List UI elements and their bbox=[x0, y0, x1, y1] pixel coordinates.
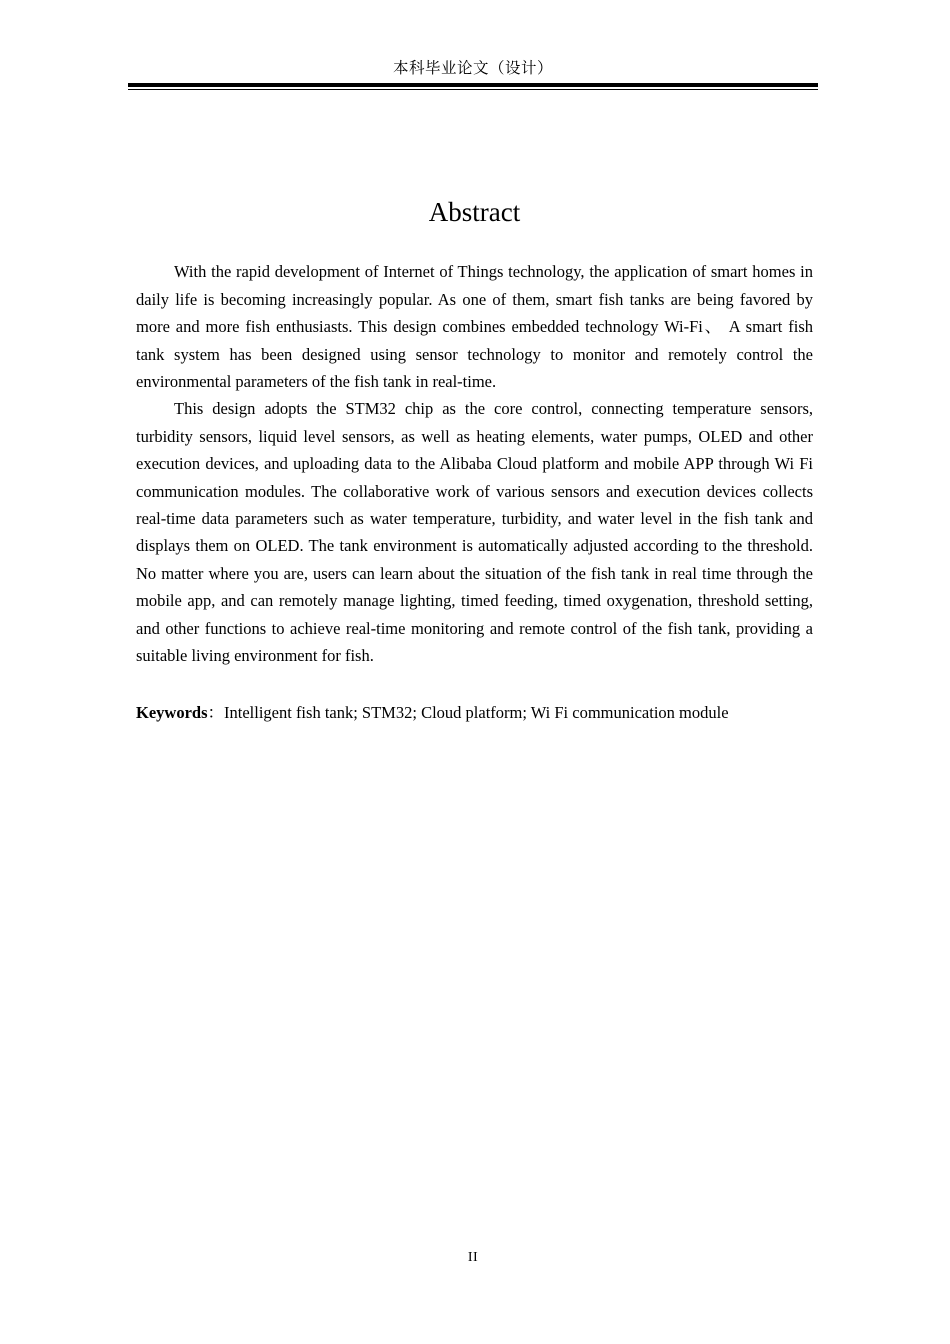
page-title: Abstract bbox=[428, 197, 521, 227]
header-divider-rule bbox=[128, 83, 818, 90]
keywords-separator: ： bbox=[207, 703, 224, 723]
keywords-line bbox=[136, 669, 813, 726]
keywords-value: Intelligent fish tank; STM32; Cloud platform; Wi Fi communication module bbox=[224, 703, 729, 723]
page-header bbox=[128, 58, 818, 90]
abstract-paragraph-2: This design adopts the STM32 chip as the core control, connecting temperature sensors, turbidity sensors, liquid level sensors, as well as heating elements, water pumps, OLED and other execution devices, and uploading data to the Alibaba Cloud platform and mobile APP through Wi Fi communication modules. The collaborative work of various sensors and execution devices collects real-time data parameters such as water temperature, turbidity, and water level in the fish tank and displays them on OLED. The tank environment is automatically adjusted according to the threshold. No matter where you are, users can learn about the situation of the fish tank in real time through the mobile app, and can remotely manage lighting, timed feeding, timed oxygenation, threshold setting, and other functions to achieve real-time monitoring and remote control of the fish tank, providing a suitable living environment for fish. bbox=[136, 399, 813, 666]
footer-page-number: II bbox=[467, 1250, 479, 1265]
running-header-title: 本科毕业论文（设计） bbox=[392, 59, 553, 77]
keywords-label: Keywords bbox=[136, 703, 208, 723]
page-footer bbox=[128, 1248, 818, 1267]
page-content bbox=[136, 196, 813, 727]
header-rule-thin-line bbox=[128, 89, 818, 90]
abstract-paragraph-1: With the rapid development of Internet of Things technology, the application of smart homes in daily life is becoming increasingly popular. As one of them, smart fish tanks are being favored by more and more fish enthusiasts. This design combines embedded technology Wi-Fi、 A smart fish tank system has been designed using sensor technology to monitor and remotely control the environmental parameters of the fish tank in real-time. bbox=[136, 262, 813, 392]
